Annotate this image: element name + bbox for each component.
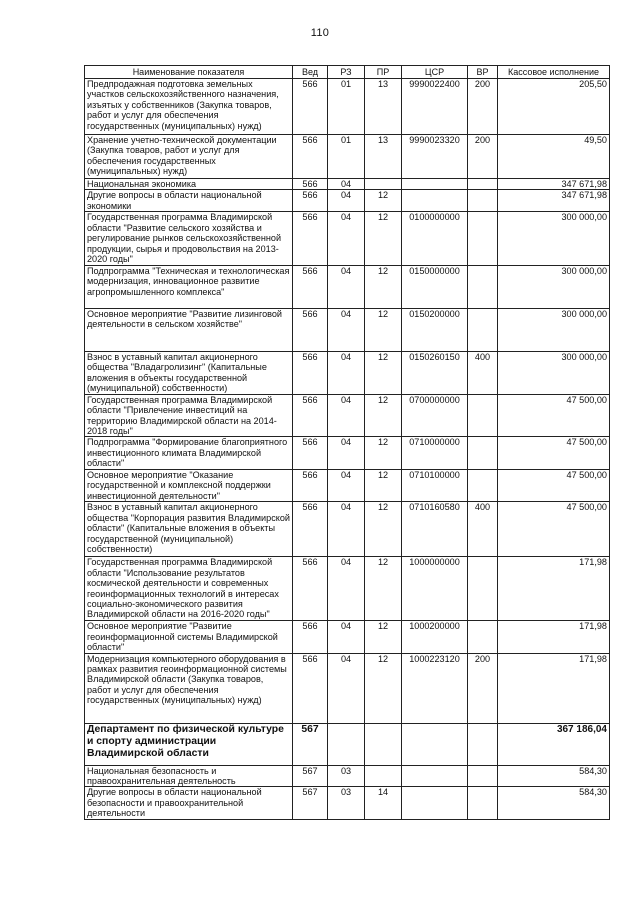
- table-cell-vr: [468, 190, 498, 212]
- table-cell-rz: 04: [328, 394, 365, 437]
- table-cell-vr: 200: [468, 79, 498, 135]
- table-cell-csr: 0150000000: [402, 265, 468, 308]
- table-cell-amount: 171,98: [498, 653, 610, 723]
- table-cell-ved: 566: [293, 351, 328, 394]
- table-cell-rz: 04: [328, 437, 365, 469]
- table-header-row: [85, 66, 610, 79]
- table-cell-name: Взнос в уставный капитал акционерного общества "Корпорация развития Владимирской области" (Капитальные вложения в объекты государственной (муниципальной) собственности): [85, 502, 293, 557]
- table-cell-vr: 400: [468, 351, 498, 394]
- table-cell-ved: 566: [293, 557, 328, 621]
- table-cell-name: Другие вопросы в области национальной безопасности и правоохранительной деятельности: [85, 787, 293, 819]
- table-cell-vr: [468, 265, 498, 308]
- table-cell-pr: 12: [365, 653, 402, 723]
- table-cell-csr: 0150200000: [402, 308, 468, 351]
- header-vr: ВР: [468, 66, 498, 79]
- table-cell-ved: 566: [293, 190, 328, 212]
- table-row: [85, 394, 610, 437]
- table-row: [85, 765, 610, 787]
- table-cell-vr: [468, 557, 498, 621]
- table-cell-name: Национальная безопасность и правоохранительная деятельность: [85, 765, 293, 787]
- table-cell-rz: 04: [328, 351, 365, 394]
- table-cell-vr: [468, 621, 498, 653]
- table-cell-rz: 04: [328, 265, 365, 308]
- table-cell-rz: 04: [328, 502, 365, 557]
- table-cell-name: Предпродажная подготовка земельных участков сельскохозяйственного назначения, изъятых у собственников (Закупка товаров, работ и услуг для обеспечения государственных (муниципальных) нужд): [85, 79, 293, 135]
- table-cell-ved: 566: [293, 469, 328, 501]
- table-cell-rz: 04: [328, 621, 365, 653]
- table-cell-name: Национальная экономика: [85, 179, 293, 190]
- header-pr: ПР: [365, 66, 402, 79]
- table-cell-amount: 205,50: [498, 79, 610, 135]
- table-cell-amount: 47 500,00: [498, 394, 610, 437]
- table-cell-rz: 01: [328, 135, 365, 179]
- table-row: [85, 437, 610, 469]
- table-cell-rz: 04: [328, 308, 365, 351]
- table-cell-pr: [365, 179, 402, 190]
- table-row: [85, 79, 610, 135]
- table-row: [85, 469, 610, 501]
- table-cell-name: Хранение учетно-технической документации (Закупка товаров, работ и услуг для обеспечения государственных (муниципальных) нужд): [85, 135, 293, 179]
- table-cell-name: Взнос в уставный капитал акционерного общества "Владагролизинг" (Капитальные вложения в объекты государственной (муниципальной) собственности): [85, 351, 293, 394]
- table-cell-name: Государственная программа Владимирской области "Развитие сельского хозяйства и регулирование рынков сельскохозяйственной продукции, сырья и продовольствия на 2013-2020 годы": [85, 212, 293, 265]
- table-cell-rz: 03: [328, 787, 365, 819]
- table-cell-csr: 0710100000: [402, 469, 468, 501]
- table-cell-amount: 300 000,00: [498, 351, 610, 394]
- header-cash-execution: Кассовое исполнение: [498, 66, 610, 79]
- table-row: [85, 787, 610, 819]
- header-ved: Вед: [293, 66, 328, 79]
- table-cell-csr: 1000200000: [402, 621, 468, 653]
- table-row: [85, 723, 610, 765]
- table-cell-pr: 12: [365, 308, 402, 351]
- table-cell-vr: 400: [468, 502, 498, 557]
- table-cell-ved: 566: [293, 653, 328, 723]
- table-cell-pr: 13: [365, 79, 402, 135]
- table-cell-csr: [402, 190, 468, 212]
- table-cell-ved: 566: [293, 79, 328, 135]
- table-cell-rz: [328, 723, 365, 765]
- table-cell-pr: 12: [365, 265, 402, 308]
- table-cell-csr: 1000223120: [402, 653, 468, 723]
- header-rz: РЗ: [328, 66, 365, 79]
- table-row: [85, 179, 610, 190]
- table-cell-pr: 12: [365, 437, 402, 469]
- table-cell-ved: 566: [293, 308, 328, 351]
- table-cell-ved: 567: [293, 765, 328, 787]
- table-cell-csr: 0710000000: [402, 437, 468, 469]
- table-cell-name: Государственная программа Владимирской области "Использование результатов космической деятельности и современных геоинформационных технологий в интересах социально-экономического развития Владимирской области на 2016-2020 годы": [85, 557, 293, 621]
- table-cell-amount: 584,30: [498, 765, 610, 787]
- table-cell-rz: 03: [328, 765, 365, 787]
- table-cell-ved: 566: [293, 179, 328, 190]
- table-cell-csr: 9990023320: [402, 135, 468, 179]
- table-cell-rz: 04: [328, 190, 365, 212]
- table-cell-pr: [365, 765, 402, 787]
- table-cell-pr: 12: [365, 212, 402, 265]
- table-cell-vr: [468, 787, 498, 819]
- table-cell-rz: 04: [328, 653, 365, 723]
- table-cell-vr: 200: [468, 135, 498, 179]
- table-cell-amount: 347 671,98: [498, 179, 610, 190]
- table-cell-name: Основное мероприятие "Оказание государственной и комплексной поддержки инвестиционной деятельности": [85, 469, 293, 501]
- table-cell-vr: [468, 179, 498, 190]
- table-cell-ved: 566: [293, 394, 328, 437]
- table-cell-pr: 12: [365, 469, 402, 501]
- table-cell-ved: 566: [293, 437, 328, 469]
- table-cell-rz: 04: [328, 212, 365, 265]
- table-cell-rz: 04: [328, 179, 365, 190]
- table-row: [85, 621, 610, 653]
- table-row: [85, 653, 610, 723]
- table-cell-amount: 47 500,00: [498, 469, 610, 501]
- table-row: [85, 135, 610, 179]
- table-cell-amount: 300 000,00: [498, 308, 610, 351]
- table-cell-pr: 12: [365, 351, 402, 394]
- table-cell-name: Основное мероприятие "Развитие геоинформационной системы Владимирской области": [85, 621, 293, 653]
- table-cell-csr: [402, 787, 468, 819]
- table-cell-name: Подпрограмма "Формирование благоприятного инвестиционного климата Владимирской области": [85, 437, 293, 469]
- table-row: [85, 502, 610, 557]
- table-cell-name: Государственная программа Владимирской области "Привлечение инвестиций на территорию Владимирской области на 2014-2018 годы": [85, 394, 293, 437]
- table-cell-amount: 171,98: [498, 621, 610, 653]
- header-indicator-name: Наименование показателя: [85, 66, 293, 79]
- table-row: [85, 557, 610, 621]
- table-cell-pr: 12: [365, 502, 402, 557]
- table-cell-vr: [468, 212, 498, 265]
- table-cell-name: Основное мероприятие "Развитие лизинговой деятельности в сельском хозяйстве": [85, 308, 293, 351]
- table-cell-pr: [365, 723, 402, 765]
- table-cell-ved: 567: [293, 723, 328, 765]
- table-cell-name: Подпрограмма "Техническая и технологическая модернизация, инновационное развитие агропромышленного комплекса": [85, 265, 293, 308]
- table-cell-amount: 47 500,00: [498, 502, 610, 557]
- table-cell-pr: 12: [365, 394, 402, 437]
- table-cell-amount: 171,98: [498, 557, 610, 621]
- table-cell-ved: 566: [293, 212, 328, 265]
- table-cell-pr: 12: [365, 557, 402, 621]
- table-cell-ved: 566: [293, 502, 328, 557]
- table-cell-vr: 200: [468, 653, 498, 723]
- table-cell-amount: 300 000,00: [498, 212, 610, 265]
- table-cell-vr: [468, 723, 498, 765]
- table-cell-amount: 347 671,98: [498, 190, 610, 212]
- table-cell-vr: [468, 469, 498, 501]
- budget-execution-table: [84, 65, 610, 820]
- table-cell-ved: 566: [293, 135, 328, 179]
- table-cell-amount: 300 000,00: [498, 265, 610, 308]
- table-cell-csr: 9990022400: [402, 79, 468, 135]
- table-row: [85, 351, 610, 394]
- table-cell-csr: 0100000000: [402, 212, 468, 265]
- table-cell-vr: [468, 437, 498, 469]
- table-cell-rz: 04: [328, 557, 365, 621]
- page-number: 110: [310, 27, 330, 39]
- table-cell-vr: [468, 394, 498, 437]
- table-cell-csr: 0150260150: [402, 351, 468, 394]
- table-cell-pr: 12: [365, 621, 402, 653]
- table-cell-amount: 367 186,04: [498, 723, 610, 765]
- table-row: [85, 265, 610, 308]
- table-row: [85, 212, 610, 265]
- table-cell-csr: 0710160580: [402, 502, 468, 557]
- table-cell-csr: 1000000000: [402, 557, 468, 621]
- table-cell-csr: [402, 179, 468, 190]
- table-cell-ved: 566: [293, 265, 328, 308]
- table-cell-vr: [468, 308, 498, 351]
- table-row: [85, 190, 610, 212]
- table-cell-pr: 14: [365, 787, 402, 819]
- table-cell-amount: 49,50: [498, 135, 610, 179]
- table-cell-ved: 566: [293, 621, 328, 653]
- table-cell-amount: 584,30: [498, 787, 610, 819]
- table-cell-vr: [468, 765, 498, 787]
- table-cell-name: Другие вопросы в области национальной экономики: [85, 190, 293, 212]
- table-cell-rz: 01: [328, 79, 365, 135]
- table-cell-name: Департамент по физической культуре и спорту администрации Владимирской области: [85, 723, 293, 765]
- table-cell-pr: 12: [365, 190, 402, 212]
- table-cell-pr: 13: [365, 135, 402, 179]
- table-cell-csr: [402, 765, 468, 787]
- table-cell-name: Модернизация компьютерного оборудования в рамках развития геоинформационной системы Владимирской области (Закупка товаров, работ и услуг для обеспечения государственных (муниципальных) нужд): [85, 653, 293, 723]
- table-cell-csr: 0700000000: [402, 394, 468, 437]
- table-cell-csr: [402, 723, 468, 765]
- table-cell-amount: 47 500,00: [498, 437, 610, 469]
- table-cell-rz: 04: [328, 469, 365, 501]
- header-csr: ЦСР: [402, 66, 468, 79]
- table-row: [85, 308, 610, 351]
- table-cell-ved: 567: [293, 787, 328, 819]
